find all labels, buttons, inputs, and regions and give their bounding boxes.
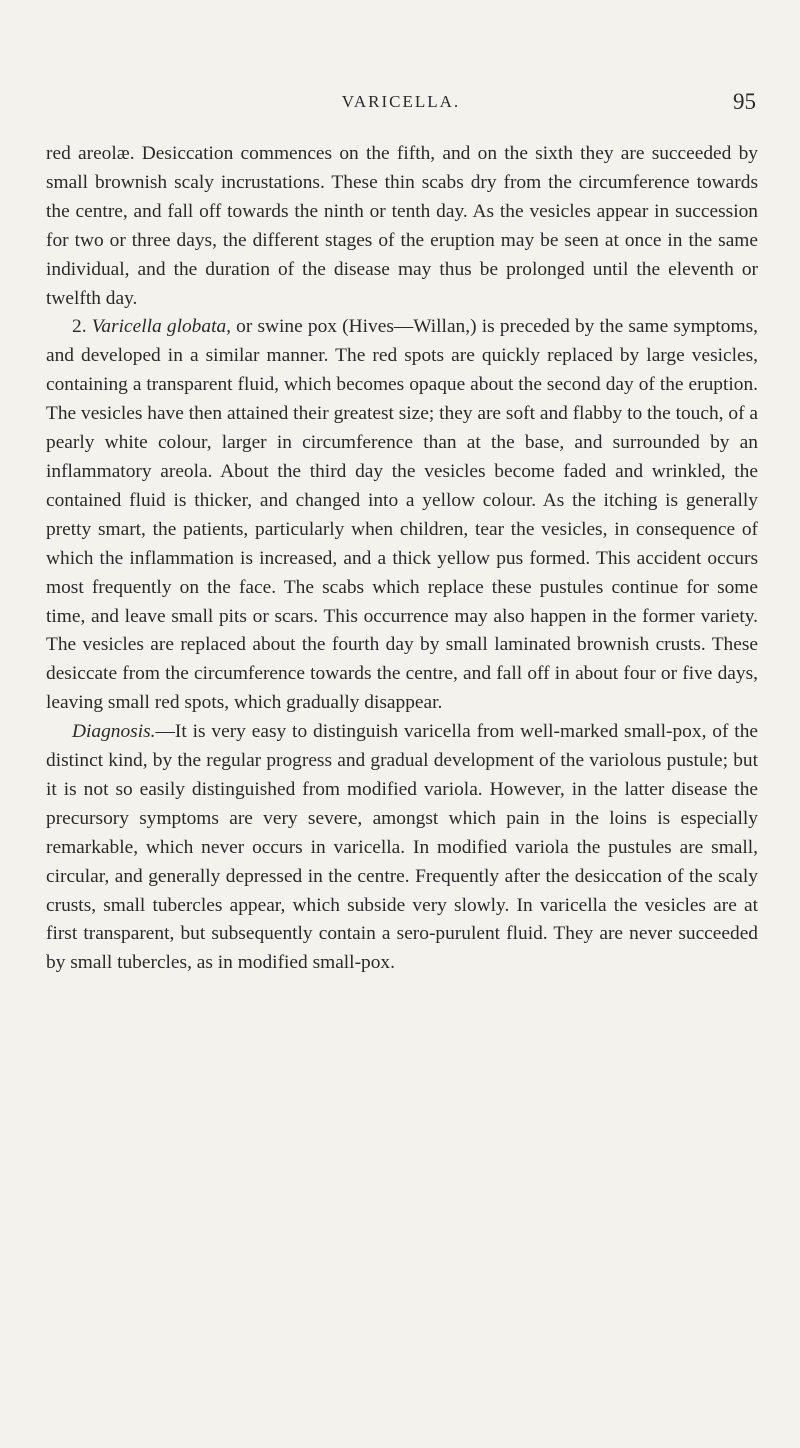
paragraph-number: 2. <box>72 316 87 338</box>
running-head-title: VARICELLA. <box>341 92 461 111</box>
paragraph-body: —It is very easy to distinguish varicella from well-marked small-pox, of the distinct kind, by the regular progress and gradual development of the variolous pustule; but it is not so easily distinguished from modified variola. However, in the latter disease the precursory symptoms are very severe, amongst which pain in the loins is especially remarkable, which never occurs in varicella. In modified variola the pustules are small, circular, and generally depressed in the centre. Frequently after the desiccation of the scaly crusts, small tubercles appear, which subside very slowly. In varicella the vesicles are at first transparent, but subsequently contain a sero-purulent fluid. They are never succeeded by small tubercles, as in modified small-pox. <box>46 721 758 974</box>
body-text <box>46 140 758 978</box>
paragraph-varicella-globata <box>46 313 758 718</box>
term-diagnosis: Diagnosis. <box>72 721 156 743</box>
term-varicella-globata: Varicella globata, <box>91 316 231 338</box>
paragraph-diagnosis <box>46 718 758 978</box>
running-head <box>46 89 756 122</box>
paragraph-body: or swine pox (Hives—Willan,) is preceded by the same symptoms, and developed in a similar manner. The red spots are quickly replaced by large vesicles, containing a transparent fluid, which becomes opaque about the second day of the eruption. The vesicles have then attained their greatest size; they are soft and flabby to the touch, of a pearly white colour, larger in circumference than at the base, and surrounded by an inflammatory areola. About the third day the vesicles become faded and wrinkled, the contained fluid is thicker, and changed into a yellow colour. As the itching is generally pretty smart, the patients, particularly when children, tear the vesicles, in consequence of which the inflammation is increased, and a thick yellow pus formed. This accident occurs most frequently on the face. The scabs which replace these pustules continue for some time, and leave small pits or scars. This occurrence may also happen in the former variety. The vesicles are replaced about the fourth day by small laminated brownish crusts. These desiccate from the circumference towards the centre, and fall off in about four or five days, leaving small red spots, which gradually disappear. <box>46 316 758 714</box>
paragraph-desiccation: red areolæ. Desiccation commences on the fifth, and on the sixth they are succeeded by small brownish scaly incrustations. These thin scabs dry from the circumference towards the centre, and fall off towards the ninth or tenth day. As the vesicles appear in succession for two or three days, the different stages of the eruption may be seen at once in the same individual, and the duration of the disease may thus be prolonged until the eleventh or twelfth day. <box>46 143 758 309</box>
page-number: 95 <box>733 89 756 114</box>
